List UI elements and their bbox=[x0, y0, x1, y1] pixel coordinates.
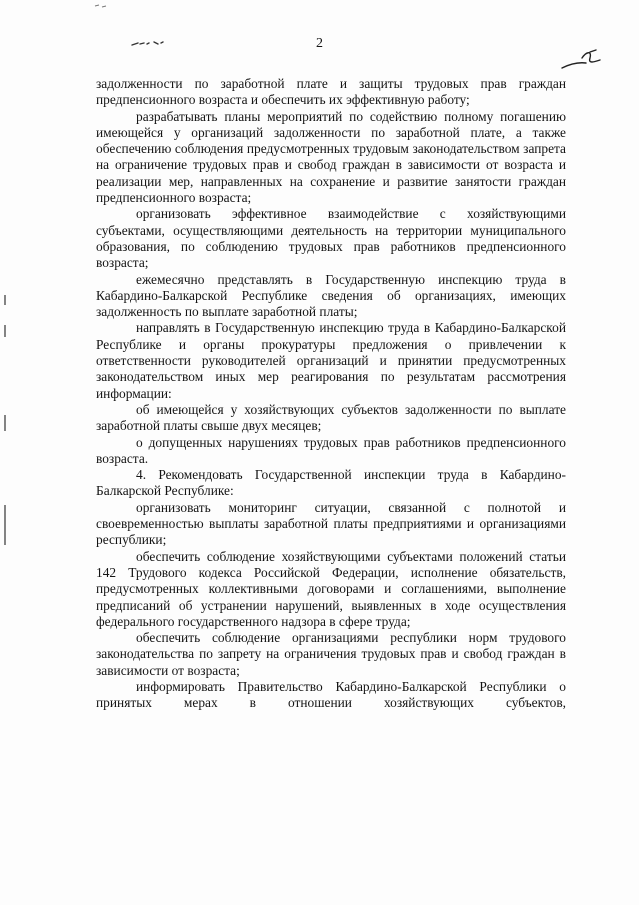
paragraph: обеспечить соблюдение хозяйствующими субъектами положений статьи 142 Трудового кодекса Российской Федерации, исполнение обязательств, предусмотренных коллективными договорами и соглашениями, выполнение предписаний об устранении нарушений, выявленных в ходе осуществления федерального государственного надзора в сфере труда; bbox=[96, 548, 566, 629]
scan-speck bbox=[94, 2, 108, 10]
paragraph: обеспечить соблюдение организациями республики норм трудового законодательства по запрету на ограничения трудовых прав и свобод граждан в зависимости от возраста; bbox=[96, 630, 566, 678]
paragraph: ежемесячно представлять в Государственную инспекцию труда в Кабардино-Балкарской Республике сведения об организациях, имеющих задолженность по выплате заработной платы; bbox=[96, 271, 566, 320]
paragraph: задолженности по заработной плате и защиты трудовых прав граждан предпенсионного возраста и обеспечить их эффективную работу; bbox=[96, 76, 566, 108]
paragraph: 4. Рекомендовать Государственной инспекции труда в Кабардино-Балкарской Республике: bbox=[96, 467, 566, 499]
margin-scan-marks bbox=[2, 295, 8, 545]
paragraph: о допущенных нарушениях трудовых прав работников предпенсионного возраста. bbox=[96, 434, 566, 466]
handwritten-mark bbox=[560, 46, 604, 72]
paragraph: информировать Правительство Кабардино-Балкарской Республики о принятых мерах в отношении хозяйствующих субъектов, bbox=[96, 678, 566, 711]
paragraph: организовать эффективное взаимодействие с хозяйствующими субъектами, осуществляющими деятельность на территории муниципального образования, по соблюдению трудовых прав работников предпенсионного возраста; bbox=[96, 206, 566, 271]
paragraph: организовать мониторинг ситуации, связанной с полнотой и своевременностью выплаты заработной платы предприятиями и организациями республики; bbox=[96, 499, 566, 548]
paragraph: разрабатывать планы мероприятий по содействию полному погашению имеющейся у организаций задолженности по заработной плате, а также обеспечению соблюдения предусмотренных трудовым законодательством запрета на ограничение трудовых прав и свобод граждан в зависимости от возраста и реализации мер, направленных на сохранение и развитие занятости граждан предпенсионного возраста; bbox=[96, 108, 566, 206]
document-body bbox=[96, 76, 566, 712]
page-number: 2 bbox=[316, 36, 323, 51]
paragraph: об имеющейся у хозяйствующих субъектов задолженности по выплате заработной платы свыше двух месяцев; bbox=[96, 401, 566, 434]
paragraph: направлять в Государственную инспекцию труда в Кабардино-Балкарской Республике и органы прокуратуры предложения о привлечении к ответственности руководителей организаций и принятии предусмотренных законодательством иных мер реагирования по результатам рассмотрения информации: bbox=[96, 320, 566, 401]
